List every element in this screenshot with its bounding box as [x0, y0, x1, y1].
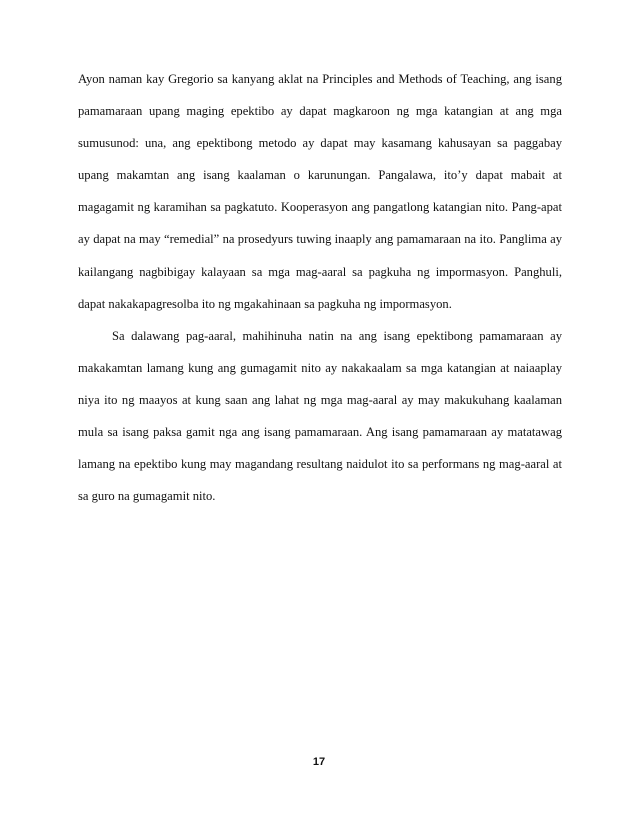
- paragraph-summary: Sa dalawang pag-aaral, mahihinuha natin na ang isang epektibong pamamaraan ay makakamtan lamang kung ang gumagamit nito ay nakakaalam sa mga katangian at naiaaplay niya ito ng maayos at kung saan ang lahat ng mga mag-aaral ay may makukuhang kaalaman mula sa isang paksa gamit nga ang isang pamamaraan. Ang isang pamamaraan ay matatawag lamang na epektibo kung may magandang resultang naidulot ito sa performans ng mag-aaral at sa guro na gumagamit nito.: [78, 328, 562, 504]
- page-number: 17: [312, 756, 326, 768]
- body-text: [78, 63, 562, 512]
- paragraph-gregorio: Ayon naman kay Gregorio sa kanyang aklat na Principles and Methods of Teaching, ang isang pamamaraan upang maging epektibo ay dapat magkaroon ng mga katangian at ang mga sumusunod: una, ang epektibong metodo ay dapat may kasamang kahusayan sa paggabay upang makamtan ang isang kaalaman o karunungan. Pangalawa, ito’y dapat mabait at magagamit ng karamihan sa pagkatuto. Kooperasyon ang pangatlong katangian nito. Pang-apat ay dapat na may “remedial” na prosedyurs tuwing inaaply ang pamamaraan na ito. Panglima ay kailangang nagbibigay kalayaan sa mga mag-aaral sa pagkuha ng impormasyon. Panghuli, dapat nakakapagresolba ito ng mgakahinaan sa pagkuha ng impormasyon.: [78, 72, 562, 311]
